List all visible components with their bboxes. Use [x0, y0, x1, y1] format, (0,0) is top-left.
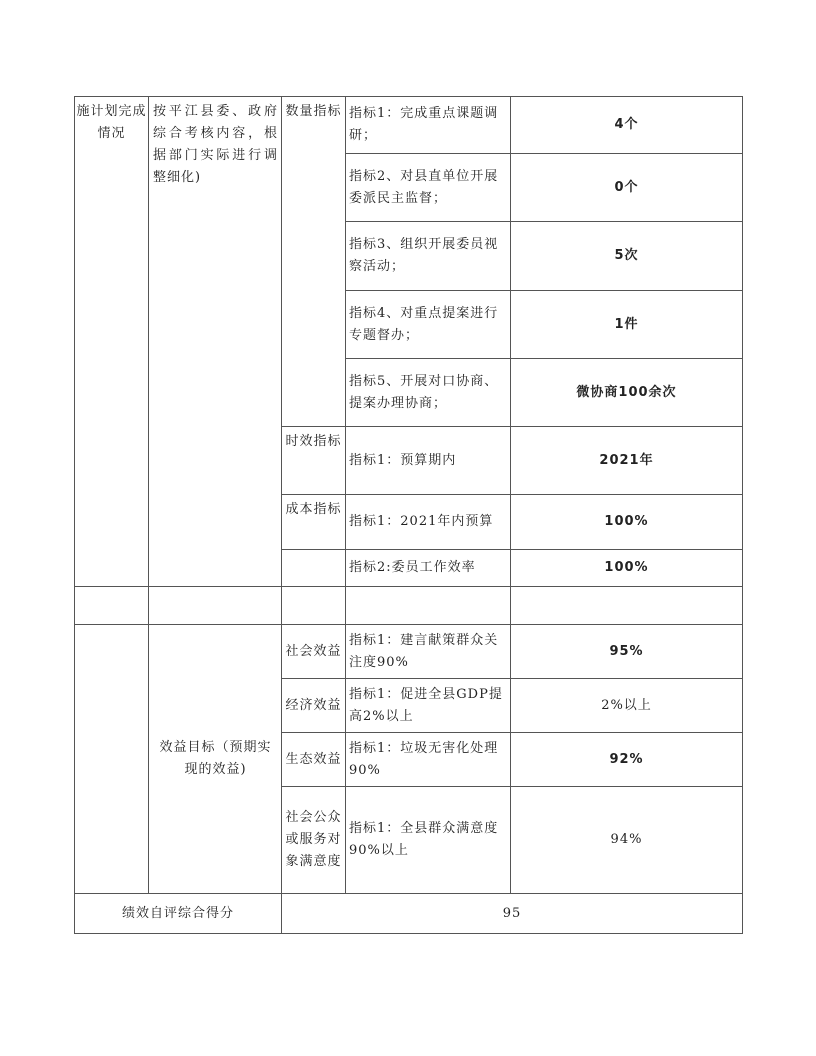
- empty-cell: [149, 587, 282, 625]
- value-cell: 92%: [511, 733, 743, 787]
- value-cell: 4个: [511, 97, 743, 154]
- indicator-cell: 指标2:委员工作效率: [346, 550, 511, 587]
- benefit-sub-label: 社会效益: [282, 625, 346, 679]
- empty-cell: [75, 587, 149, 625]
- empty-cell: [511, 587, 743, 625]
- value-cell: 微协商100余次: [511, 359, 743, 427]
- indicator-cell: 指标1：促进全县GDP提高2%以上: [346, 679, 511, 733]
- benefit-sub-label: 经济效益: [282, 679, 346, 733]
- performance-table: [74, 96, 743, 934]
- indicator-cell: 指标4、对重点提案进行专题督办；: [346, 291, 511, 359]
- indicator-cell: 指标1：全县群众满意度90%以上: [346, 787, 511, 894]
- table-row: [75, 587, 743, 625]
- indicator-cell: 指标1：建言献策群众关注度90%: [346, 625, 511, 679]
- section-label: 施计划完成情况: [75, 97, 149, 587]
- total-score-label: 绩效自评综合得分: [75, 894, 282, 934]
- value-cell: 5次: [511, 222, 743, 291]
- empty-cell: [346, 587, 511, 625]
- value-cell: 2021年: [511, 427, 743, 495]
- timeliness-label: 时效指标: [282, 427, 346, 495]
- table-row: [75, 894, 743, 934]
- benefit-label: 效益目标（预期实现的效益): [149, 625, 282, 894]
- category-cell: 按平江县委、政府综合考核内容，根据部门实际进行调整细化): [149, 97, 282, 587]
- empty-cell: [282, 550, 346, 587]
- value-cell: 2%以上: [511, 679, 743, 733]
- indicator-cell: 指标1：2021年内预算: [346, 495, 511, 550]
- value-cell: 100%: [511, 495, 743, 550]
- benefit-sub-label: 社会公众或服务对象满意度: [282, 787, 346, 894]
- indicator-cell: 指标1：预算期内: [346, 427, 511, 495]
- indicator-cell: 指标1：完成重点课题调研；: [346, 97, 511, 154]
- cost-label: 成本指标: [282, 495, 346, 550]
- table-row: [75, 97, 743, 154]
- benefit-sub-label: 生态效益: [282, 733, 346, 787]
- value-cell: 95%: [511, 625, 743, 679]
- table-row: [75, 625, 743, 679]
- quantity-label: 数量指标: [282, 97, 346, 427]
- value-cell: 94%: [511, 787, 743, 894]
- empty-cell: [75, 625, 149, 894]
- indicator-cell: 指标1：垃圾无害化处理90%: [346, 733, 511, 787]
- total-score-value: 95: [282, 894, 743, 934]
- indicator-cell: 指标2、对县直单位开展委派民主监督；: [346, 154, 511, 222]
- indicator-cell: 指标3、组织开展委员视察活动；: [346, 222, 511, 291]
- indicator-cell: 指标5、开展对口协商、提案办理协商；: [346, 359, 511, 427]
- value-cell: 100%: [511, 550, 743, 587]
- empty-cell: [282, 587, 346, 625]
- value-cell: 0个: [511, 154, 743, 222]
- value-cell: 1件: [511, 291, 743, 359]
